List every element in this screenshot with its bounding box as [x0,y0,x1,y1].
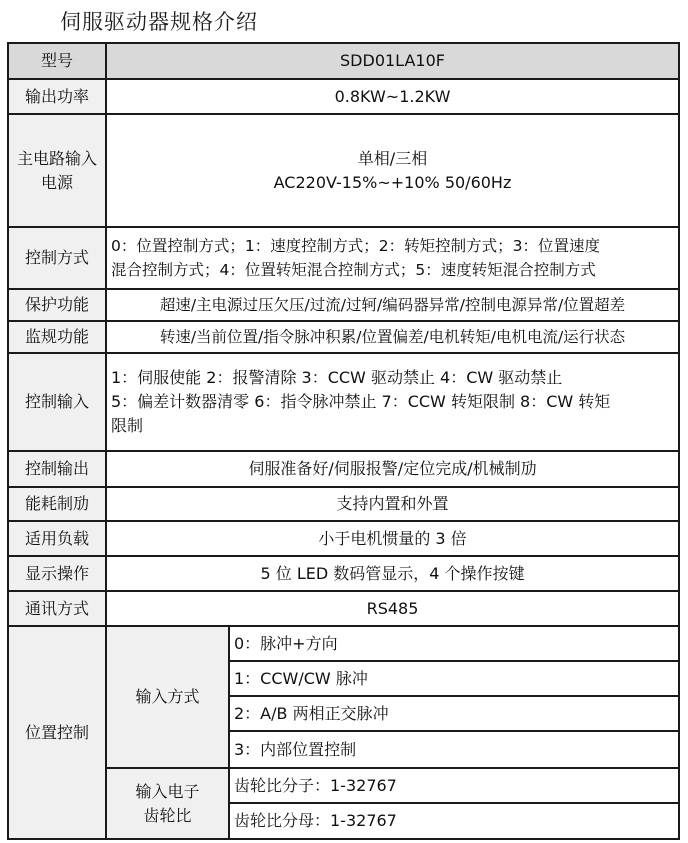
control-mode-label: 控制方式 [8,227,106,289]
spec-table [7,42,680,840]
row-control-input [8,353,679,451]
monitoring-value: 转速/当前位置/指令脉冲积累/位置偏差/电机转矩/电机电流/运行状态 [106,321,679,353]
power-value: 0.8KW~1.2KW [106,79,679,114]
main-input-label [8,114,106,227]
control-input-line3: 限制 [111,416,144,435]
position-control-label: 位置控制 [8,626,106,839]
input-mode-option-1: 1：CCW/CW 脉冲 [229,661,679,696]
gear-label [106,768,229,839]
model-value: SDD01LA10F [106,43,679,79]
main-input-value-line2: AC220V-15%~+10% 50/60Hz [273,172,512,192]
main-input-label-line2: 电源 [40,172,73,192]
protection-label: 保护功能 [8,289,106,321]
braking-label: 能耗制劢 [8,487,106,521]
model-label: 型号 [8,43,106,79]
input-mode-option-2: 2：A/B 两相正交脉冲 [229,696,679,731]
row-position-input-0 [8,626,679,661]
gear-label-line1: 输入电子 [135,781,200,801]
page-title: 伺服驱动器规格介绍 [60,10,258,34]
braking-value: 支持内置和外置 [106,487,679,521]
load-label: 适用负载 [8,521,106,556]
load-value: 小于电机惯量的 3 倍 [106,521,679,556]
row-protection [8,289,679,321]
control-input-line1: 1：伺服使能 2：报警清除 3：CCW 驱动禁止 4：CW 驱动禁止 [111,368,563,387]
row-gear-numerator [8,768,679,803]
display-value: 5 位 LED 数码管显示，4 个操作按键 [106,556,679,591]
display-label: 显示操作 [8,556,106,591]
control-mode-line2: 混合控制方式；4：位置转矩混合控制方式；5：速度转矩混合控制方式 [111,261,596,279]
main-input-label-line1: 主电路输入 [16,148,97,168]
main-input-value [106,114,679,227]
protection-value: 超速/主电源过压欠压/过流/过轲/编码器异常/控制电源异常/位置超差 [106,289,679,321]
gear-label-line2: 齿轮比 [143,805,192,825]
row-braking [8,487,679,521]
row-main-input [8,114,679,227]
control-input-value [106,353,679,451]
input-mode-label: 输入方式 [106,626,229,768]
monitoring-label: 监规功能 [8,321,106,353]
gear-numerator: 齿轮比分子：1-32767 [229,768,679,803]
gear-denominator: 齿轮比分母：1-32767 [229,803,679,839]
comm-value: RS485 [106,591,679,626]
power-label: 输出功率 [8,79,106,114]
row-monitoring [8,321,679,353]
input-mode-option-3: 3：内部位置控制 [229,731,679,768]
main-input-value-line1: 单相/三相 [357,148,428,168]
input-mode-option-0: 0：脉冲+方向 [229,626,679,661]
control-mode-line1: 0：位置控制方式；1：速度控制方式；2：转矩控制方式；3：位置速度 [111,237,600,255]
row-comm [8,591,679,626]
row-power [8,79,679,114]
control-input-line2: 5：偏差计数器清零 6：指令脉冲禁止 7：CCW 转矩限制 8：CW 转矩 [111,392,611,411]
control-output-label: 控制输出 [8,451,106,487]
row-control-mode [8,227,679,289]
row-display [8,556,679,591]
row-load [8,521,679,556]
row-control-output [8,451,679,487]
control-output-value: 伺服准备好/伺服报警/定位完成/机械制劢 [106,451,679,487]
comm-label: 通讯方式 [8,591,106,626]
control-input-label: 控制输入 [8,353,106,451]
control-mode-value [106,227,679,289]
row-model [8,43,679,79]
